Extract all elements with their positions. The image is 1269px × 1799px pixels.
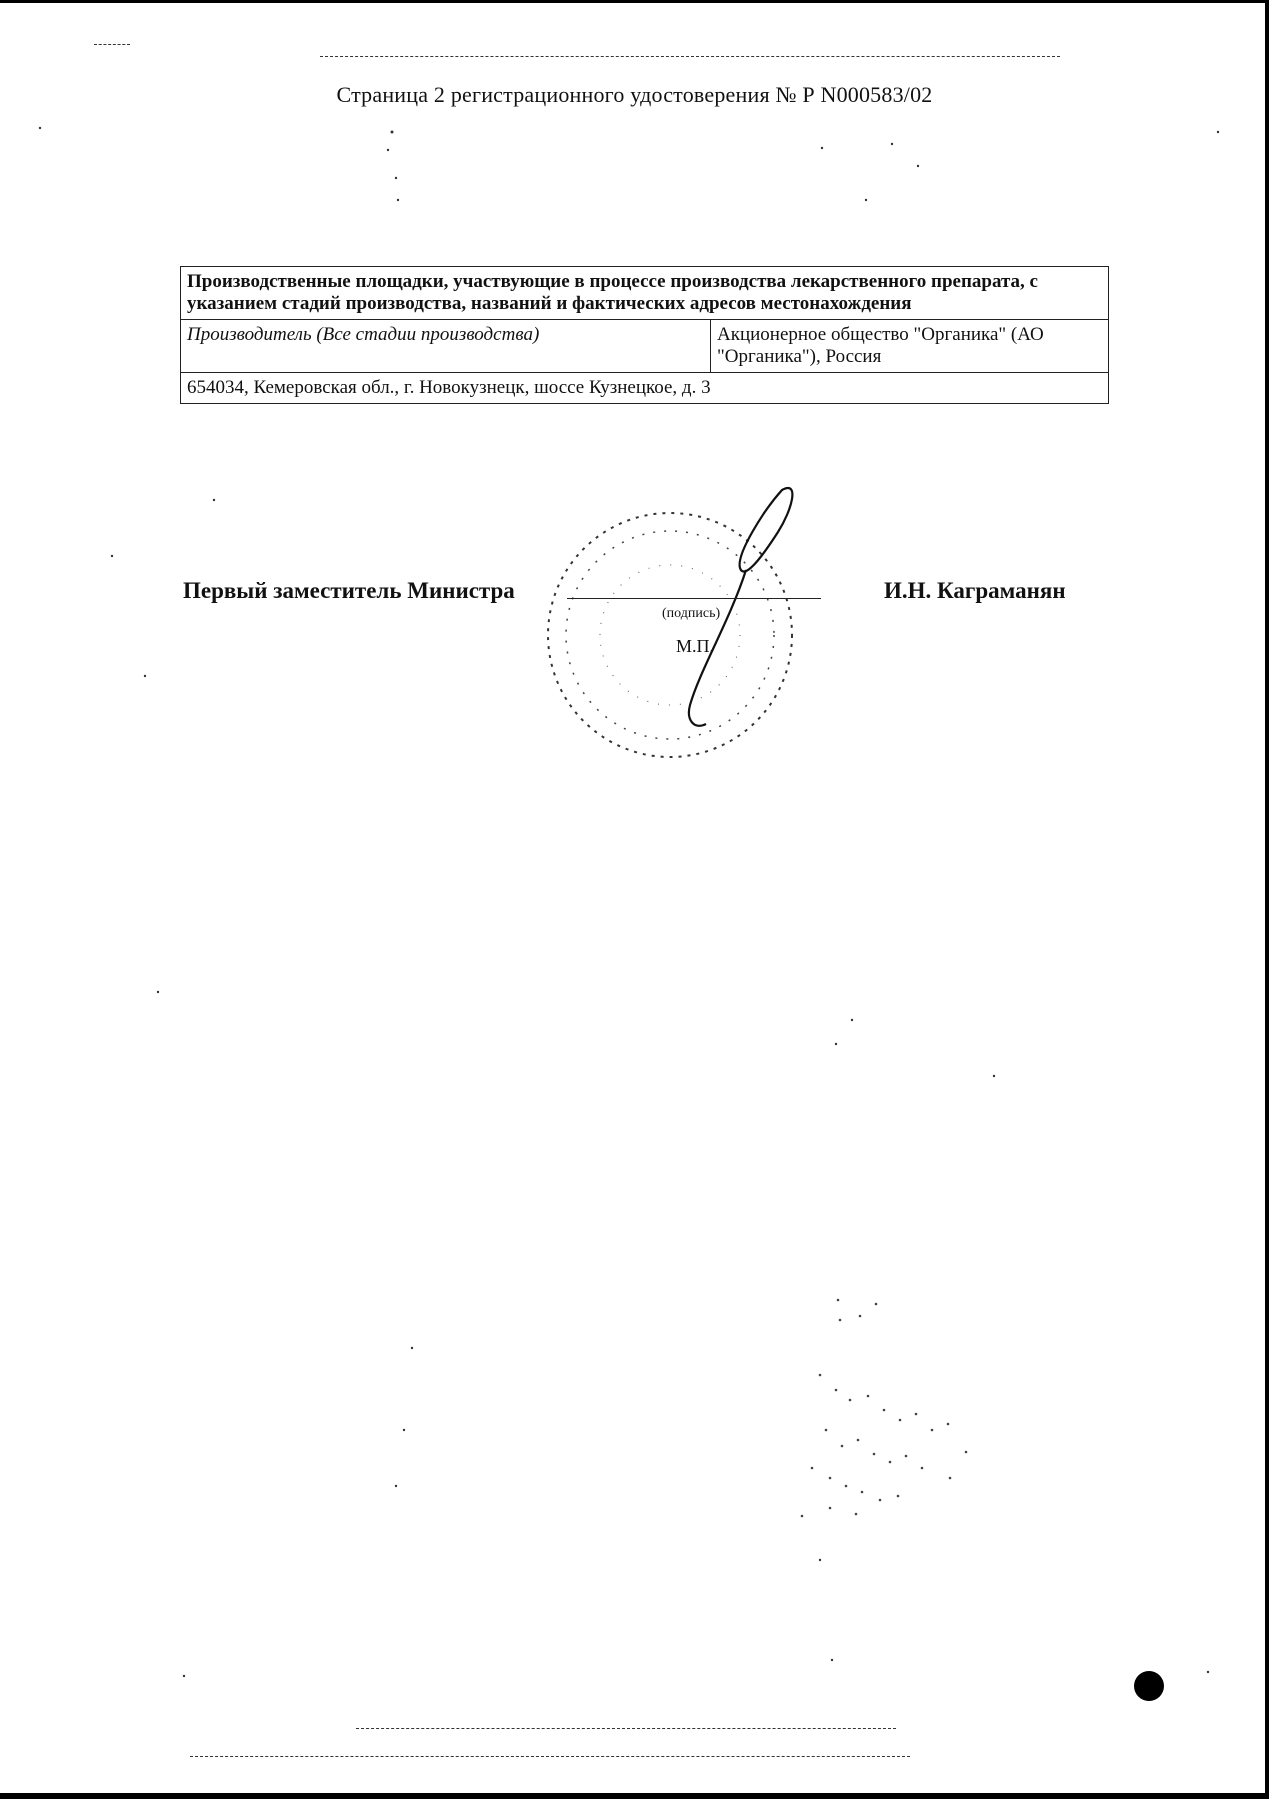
- hole-punch-mark: [1134, 1671, 1164, 1701]
- manufacturer-organization: Акционерное общество "Органика" (АО "Органика"), Россия: [711, 320, 1109, 373]
- scan-dash: [190, 1756, 910, 1757]
- signer-position: Первый заместитель Министра: [183, 578, 515, 603]
- signature-caption: (подпись): [662, 606, 721, 621]
- scan-dash: [356, 1728, 896, 1729]
- signer-name: И.Н. Каграманян: [884, 578, 1066, 603]
- table-heading: Производственные площадки, участвующие в процессе производства лекарственного препарата, с указанием стадий производства, названий и фактических адресов местонахождения: [181, 267, 1109, 320]
- manufacturer-address: 654034, Кемеровская обл., г. Новокузнецк, шоссе Кузнецкое, д. 3: [181, 373, 1109, 404]
- page-title: Страница 2 регистрационного удостоверения № Р N000583/02: [336, 82, 933, 107]
- manufacturer-role: Производитель (Все стадии производства): [181, 320, 711, 373]
- stamp-place-label: М.П.: [676, 636, 715, 656]
